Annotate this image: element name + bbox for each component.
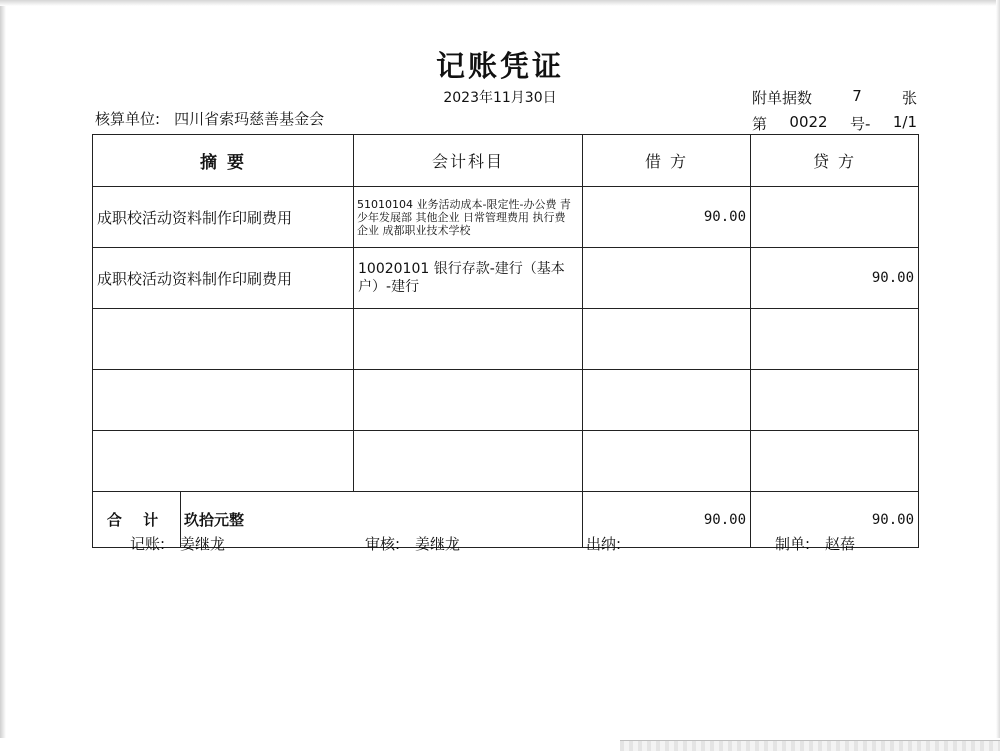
attachment-unit: 张 (901, 89, 917, 107)
voucher-date: 2023年11月30日 (443, 90, 557, 106)
row-debit (583, 248, 751, 309)
scan-torn-edge (620, 740, 1000, 751)
voucher-number-suffix: 号- (850, 115, 871, 133)
scan-edge-left (0, 0, 6, 750)
row-debit: 90.00 (583, 187, 751, 248)
voucher-page: 1/1 (892, 113, 917, 131)
voucher-number (752, 113, 917, 134)
table-row (93, 370, 919, 431)
row-debit (583, 370, 751, 431)
row-account (354, 370, 583, 431)
header-credit: 贷 方 (751, 135, 919, 187)
cashier-signer: 出纳: (586, 535, 622, 553)
header-account: 会计科目 (354, 135, 583, 187)
row-credit (751, 187, 919, 248)
row-credit (751, 431, 919, 492)
accounting-unit-name: 四川省索玛慈善基金会 (174, 110, 325, 128)
total-credit: 90.00 (751, 492, 919, 548)
table-row (93, 431, 919, 492)
voucher-number-prefix: 第 (752, 115, 768, 133)
attachment-number: 7 (852, 87, 862, 105)
reviewer-signer: 审核: 姜继龙 (365, 535, 461, 553)
row-account: 51010104 业务活动成本-限定性-办公费 青少年发展部 其他企业 日常管理费用 执行费 企业 成都职业技术学校 (354, 187, 583, 248)
scan-edge-right (996, 0, 1000, 750)
preparer-signer: 制单: 赵蓓 (775, 535, 856, 553)
voucher-table (92, 134, 919, 548)
row-summary (93, 309, 354, 370)
row-account: 10020101 银行存款-建行（基本户）-建行 (354, 248, 583, 309)
total-label: 合 计 (93, 492, 181, 548)
total-amount-words: 玖拾元整 (181, 492, 583, 548)
row-credit (751, 309, 919, 370)
header-summary: 摘 要 (93, 135, 354, 187)
row-debit (583, 309, 751, 370)
accounting-unit-label: 核算单位: (95, 110, 161, 128)
attachment-count (752, 87, 917, 108)
row-summary (93, 431, 354, 492)
voucher-number-value: 0022 (789, 113, 828, 131)
voucher-title: 记账凭证 (435, 49, 564, 83)
row-account (354, 309, 583, 370)
table-row (93, 187, 919, 248)
row-debit (583, 431, 751, 492)
bookkeeper-signer: 记账: 姜继龙 (130, 535, 226, 553)
table-row (93, 309, 919, 370)
accounting-unit (95, 108, 324, 129)
attachment-label: 附单据数 (752, 89, 813, 107)
header-debit: 借 方 (583, 135, 751, 187)
row-summary: 成职校活动资料制作印刷费用 (93, 248, 354, 309)
row-summary: 成职校活动资料制作印刷费用 (93, 187, 354, 248)
row-credit: 90.00 (751, 248, 919, 309)
scan-edge-top (0, 0, 1000, 6)
row-summary (93, 370, 354, 431)
table-row (93, 248, 919, 309)
row-credit (751, 370, 919, 431)
row-account (354, 431, 583, 492)
total-debit: 90.00 (583, 492, 751, 548)
table-header-row (93, 135, 919, 187)
